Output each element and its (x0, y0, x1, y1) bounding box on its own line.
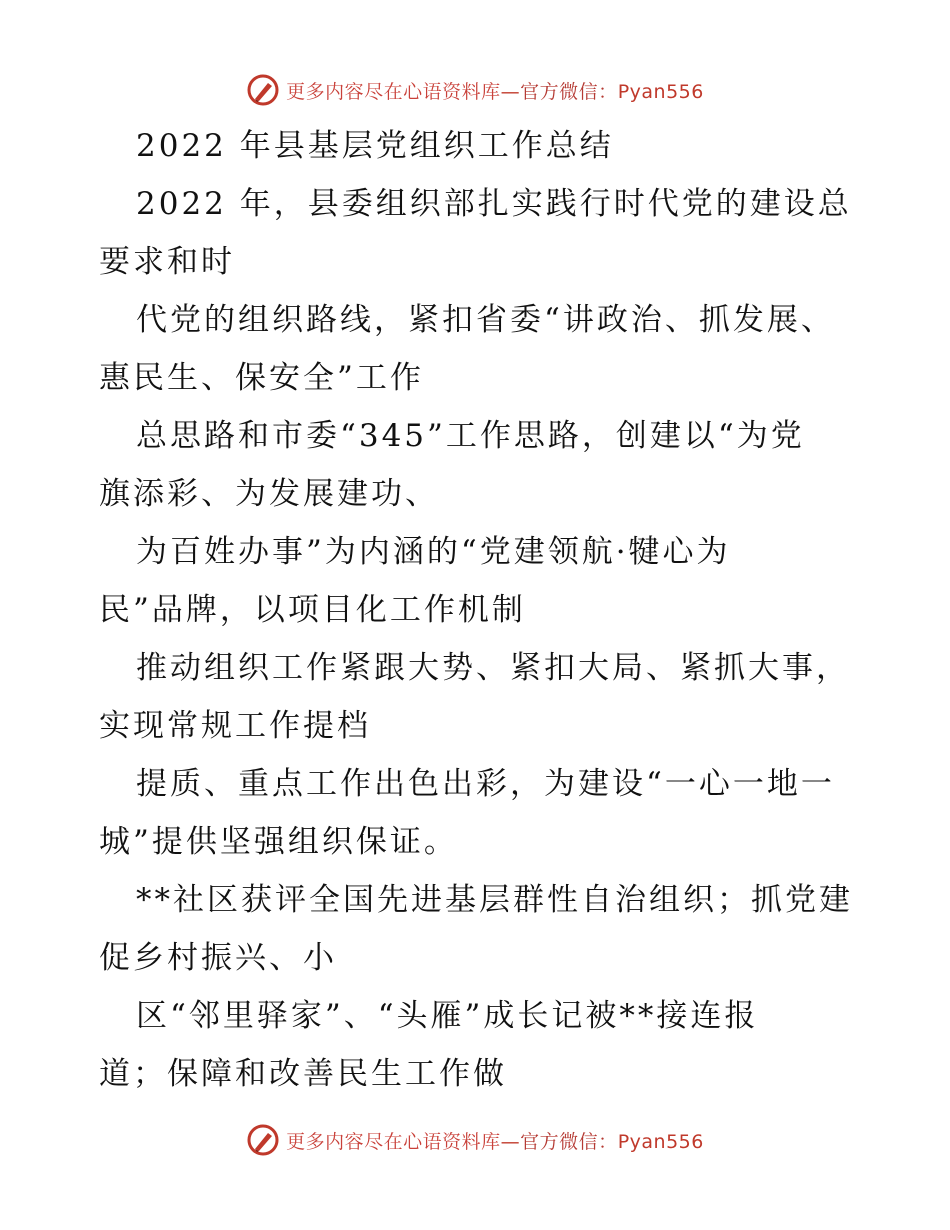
text-line: 2022 年，县委组织部扎实践行时代党的建设总 (136, 186, 852, 222)
watermark-separator: — (500, 1130, 521, 1153)
text-line: 提质、重点工作出色出彩，为建设“一心一地一 (136, 766, 835, 802)
text-line: 旗添彩、为发展建功、 (99, 476, 439, 512)
text-line: 道；保障和改善民生工作做 (99, 1056, 507, 1092)
watermark-text (286, 77, 704, 104)
text-line: 推动组织工作紧跟大势、紧扣大局、紧抓大事， (136, 650, 850, 686)
text-line: 促乡村振兴、小 (99, 940, 337, 976)
pen-circle-logo-icon (246, 1123, 280, 1157)
text-line: 代党的组织路线，紧扣省委“讲政治、抓发展、 (136, 302, 835, 338)
watermark-banner-top (0, 70, 950, 110)
text-line: **社区获评全国先进基层群性自治组织；抓党建 (136, 882, 853, 918)
watermark-sub-text: 官方微信： (520, 80, 618, 103)
watermark-main-text: 更多内容尽在心语资料库 (286, 1130, 501, 1153)
text-line: 民”品牌，以项目化工作机制 (99, 592, 526, 628)
text-line: 总思路和市委“345”工作思路，创建以“为党 (136, 418, 805, 454)
text-line: 为百姓办事”为内涵的“党建领航·犍心为 (136, 534, 731, 570)
watermark-separator: — (500, 80, 521, 103)
watermark-main-text: 更多内容尽在心语资料库 (286, 80, 501, 103)
watermark-account: Pyan556 (617, 1130, 704, 1153)
watermark-account: Pyan556 (617, 80, 704, 103)
pen-circle-logo-icon (246, 73, 280, 107)
text-line: 城”提供坚强组织保证。 (99, 824, 458, 860)
document-title: 2022 年县基层党组织工作总结 (136, 128, 614, 164)
watermark-sub-text: 官方微信： (520, 1130, 618, 1153)
watermark-text (286, 1127, 704, 1154)
text-line: 实现常规工作提档 (99, 708, 371, 744)
text-line: 惠民生、保安全”工作 (99, 360, 424, 396)
watermark-inner (246, 1123, 704, 1157)
watermark-inner (246, 73, 704, 107)
watermark-banner-bottom (0, 1120, 950, 1160)
text-line: 要求和时 (99, 244, 235, 280)
text-line: 区“邻里驿家”、“头雁”成长记被**接连报 (136, 998, 759, 1034)
document-body (99, 117, 859, 1103)
